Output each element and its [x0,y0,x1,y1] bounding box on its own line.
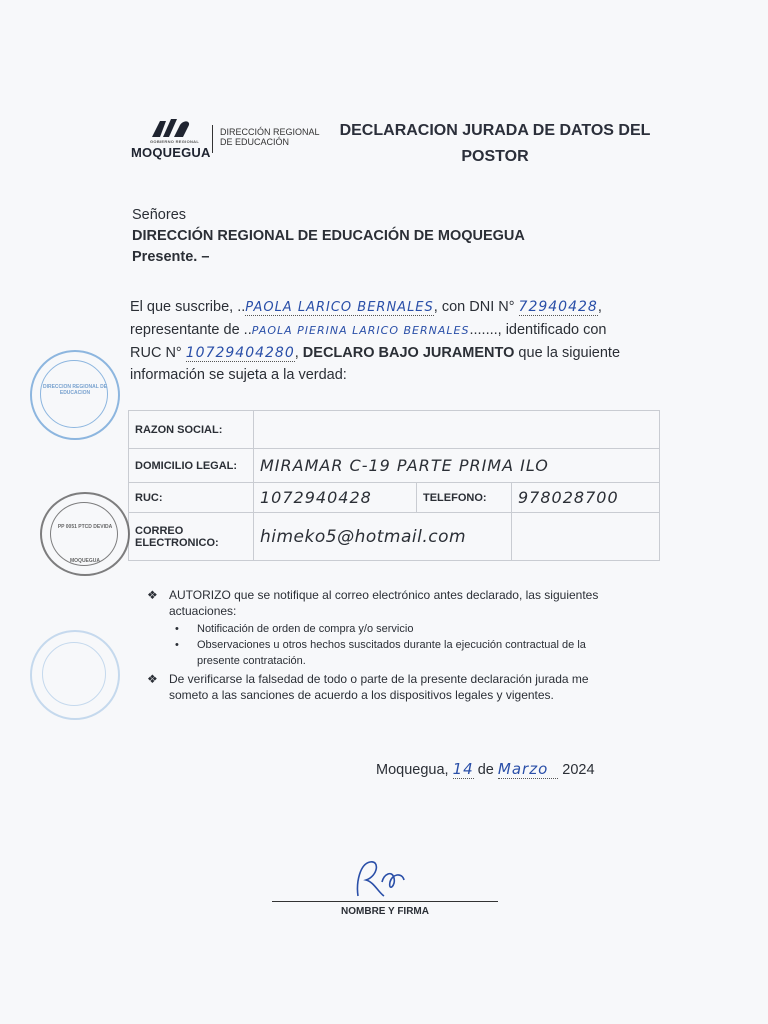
verif-text-2: someto a las sanciones de acuerdo a los dispositivos legales y vigentes. [169,688,554,702]
text-que-la: que la siguiente [514,345,621,361]
table-row [129,449,660,483]
signature-icon [344,852,414,902]
table-row [129,483,660,513]
text-ruc: RUC N° [130,345,182,361]
text-el-que: El que suscribe, .. [130,299,246,315]
handwritten-name: PAOLA LARICO BERNALES [245,300,434,315]
table-row [129,411,660,449]
authorization-list [147,587,667,703]
telefono-label: TELEFONO: [417,483,512,513]
presente: Presente. – [132,249,210,265]
salutation-line1: Señores [132,207,187,223]
verif-text: De verificarse la falsedad de todo o parte de la presente declaración jurada me [169,672,589,686]
list-item [175,637,667,653]
seal-1-text: DIRECCION REGIONAL DE EDUCACION [42,384,108,396]
text-comma: , [294,345,303,361]
handwritten-month: Marzo [498,760,558,779]
sub1-text: Notificación de orden de compra y/o servicio [197,623,414,635]
bullet-dot-icon: • [175,639,179,651]
seal-stamp-2 [40,492,130,576]
sub2-text: Observaciones u otros hechos suscitados durante la ejecución contractual de la [197,639,586,651]
text-identificado: ......., identificado con [469,322,607,338]
seal-2-text: PP 0051 PTCD DEVIDA [57,524,113,530]
date-city: Moquegua, [376,762,449,778]
list-item [147,671,667,687]
handwritten-dni: 72940428 [518,299,598,315]
razon-social-label: RAZON SOCIAL: [129,411,254,449]
signature-line [272,901,498,902]
title-line2: POSTOR [461,148,529,165]
domicilio-label: DOMICILIO LEGAL: [129,449,254,483]
telefono-value: 978028700 [512,483,660,513]
date-year: 2024 [562,762,595,778]
seal-2-bottom: MOQUEGUA [70,558,100,564]
sub2b-text: presente contratación. [197,655,306,667]
text-dni: , con DNI N° [433,299,515,315]
text-informacion: información se sujeta a la verdad: [130,367,347,383]
list-item [175,621,667,637]
empty-cell [512,513,660,561]
date-line [376,760,595,778]
diamond-bullet-icon: ❖ [147,672,158,686]
bullet-dot-icon: • [175,623,179,635]
postor-data-table [128,410,660,561]
domicilio-value: MIRAMAR C-19 PARTE PRIMA ILO [254,449,660,483]
list-item [147,587,667,603]
autorizo-text-2: actuaciones: [169,604,237,618]
logo-divider [212,125,213,153]
handwritten-ruc: 10729404280 [185,345,295,361]
date-de: de [477,762,494,778]
text-representante: representante de .. [130,322,252,338]
logo-dir-line2: DE EDUCACIÓN [220,137,290,147]
logo-direction [220,127,320,147]
signature-label: NOMBRE Y FIRMA [341,906,429,917]
title-line1: DECLARACION JURADA DE DATOS DEL [339,122,651,139]
ruc-label: RUC: [129,483,254,513]
handwritten-day: 14 [452,760,474,778]
table-row [129,513,660,561]
salutation [132,205,525,268]
ruc-value: 1072940428 [254,483,417,513]
document-title [330,118,660,170]
logo-mark-icon [150,117,192,139]
sub-list [147,621,667,669]
logo-name: MOQUEGUA [131,145,211,160]
autorizo-text: AUTORIZO que se notifique al correo electrónico antes declarado, las siguientes [169,588,599,602]
diamond-bullet-icon: ❖ [147,588,158,602]
seal-stamp-3 [30,630,120,720]
logo-dir-line1: DIRECCIÓN REGIONAL [220,127,320,137]
handwritten-representative: PAOLA PIERINA LARICO BERNALES [251,324,470,337]
seal-stamp-1 [30,350,120,440]
logo-small-text: GOBIERNO REGIONAL [150,139,200,144]
correo-label: CORREO ELECTRONICO: [129,513,254,561]
correo-value: himeko5@hotmail.com [254,513,512,561]
addressee: DIRECCIÓN REGIONAL DE EDUCACIÓN DE MOQUEGUA [132,228,525,244]
declaration-paragraph: El que suscribe, ..PAOLA LARICO BERNALES, con DNI N° 72940428, representante de ..PAOLA PIERINA LARICO BERNALES......., identificado con RUC N° 10729404280, DECLARO BAJO JURAMENTO que la siguiente información se sujeta a la verdad: [130,296,670,386]
razon-social-value [254,411,660,449]
text-declaro: DECLARO BAJO JURAMENTO [302,345,515,361]
